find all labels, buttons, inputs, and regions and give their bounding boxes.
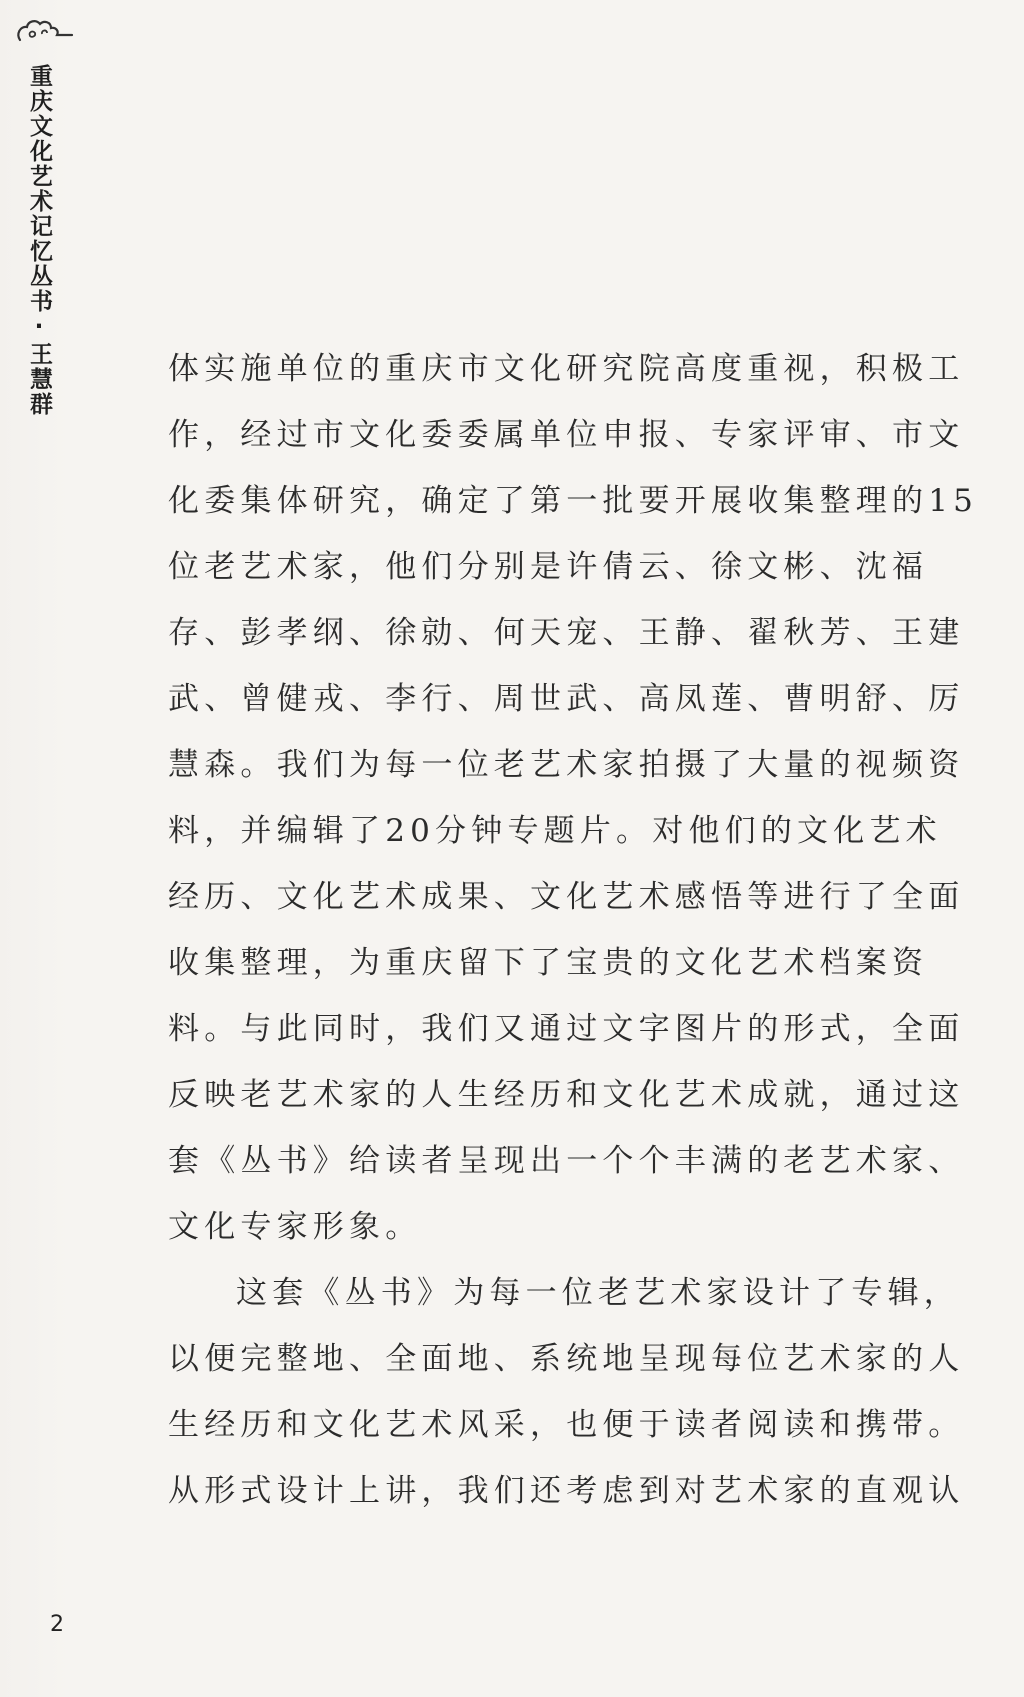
text-line: 收集整理，为重庆留下了宝贵的文化艺术档案资	[168, 945, 929, 981]
text-line: 生经历和文化艺术风采，也便于读者阅读和携带。	[168, 1407, 965, 1443]
paragraph-first-line: 这套《丛书》为每一位老艺术家设计了专辑，	[236, 1275, 960, 1311]
text-line: 以便完整地、全面地、系统地呈现每位艺术家的人	[168, 1341, 965, 1377]
body-text	[168, 336, 979, 1524]
running-head: 重庆文化艺术记忆丛书·王慧群	[26, 64, 52, 417]
text-line: 作，经过市文化委委属单位申报、专家评审、市文	[168, 417, 965, 453]
text-line: 反映老艺术家的人生经历和文化艺术成就，通过这	[168, 1077, 965, 1113]
cloud-scroll-icon	[14, 14, 74, 50]
text-line: 文化专家形象。	[168, 1209, 422, 1245]
text-line: 体实施单位的重庆市文化研究院高度重视，积极工	[168, 351, 965, 387]
page-number: 2	[50, 1612, 64, 1637]
text-line: 存、彭孝纲、徐勍、何天宠、王静、翟秋芳、王建	[168, 615, 965, 651]
text-line: 从形式设计上讲，我们还考虑到对艺术家的直观认	[168, 1473, 965, 1509]
text-line: 经历、文化艺术成果、文化艺术感悟等进行了全面	[168, 879, 965, 915]
text-line: 武、曾健戎、李行、周世武、高凤莲、曹明舒、厉	[168, 681, 965, 717]
text-line: 慧森。我们为每一位老艺术家拍摄了大量的视频资	[168, 747, 965, 783]
text-line: 位老艺术家，他们分别是许倩云、徐文彬、沈福	[168, 549, 929, 585]
text-line: 料。与此同时，我们又通过文字图片的形式，全面	[168, 1011, 965, 1047]
text-line: 料，并编辑了20分钟专题片。对他们的文化艺术	[168, 813, 942, 849]
text-line: 化委集体研究，确定了第一批要开展收集整理的15	[168, 483, 979, 519]
text-line: 套《丛书》给读者呈现出一个个丰满的老艺术家、	[168, 1143, 965, 1179]
